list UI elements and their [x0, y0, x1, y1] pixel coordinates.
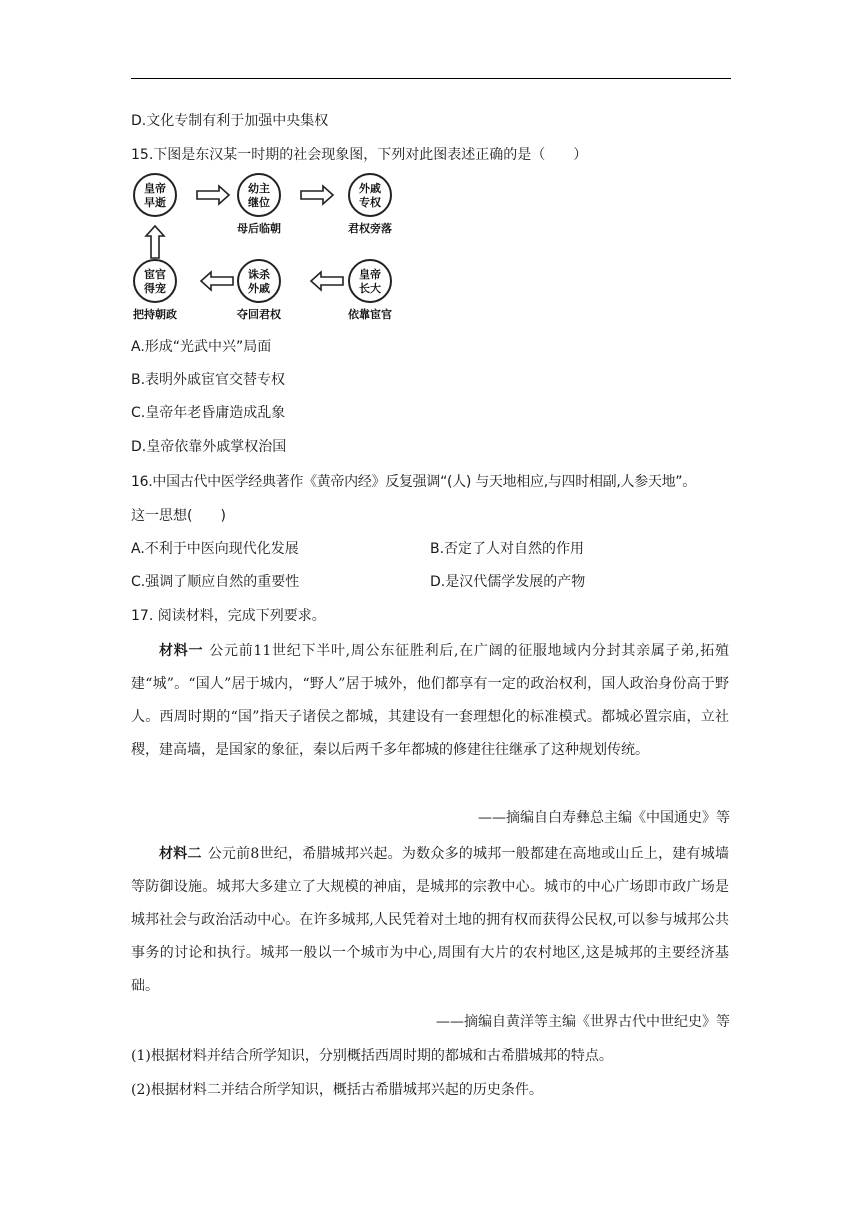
q15-option-a[interactable]: A.形成“光武中兴”局面 [131, 339, 272, 355]
node-caption: 把持朝政 [133, 308, 177, 321]
material-1-label: 材料一 [159, 643, 204, 659]
node-young-ruler [237, 174, 281, 235]
node-caption: 依靠宦官 [348, 308, 392, 321]
arrow-left-icon [201, 272, 233, 290]
q16-option-c[interactable]: C.强调了顺应自然的重要性 [131, 574, 300, 590]
q15-option-c[interactable]: C.皇帝年老昏庸造成乱象 [131, 405, 286, 421]
arrow-up-icon [146, 226, 164, 258]
material-1-text: 公元前11世纪下半叶,周公东征胜利后,在广阔的征服地域内分封其亲属子弟,拓殖建“城”。“国人”居于城内，“野人”居于城外，他们都享有一定的政治权利，国人政治身份高于野人。西周时期的“国”指天子诸侯之都城，其建设有一套理想化的标准模式。都城必置宗庙，立社稷，建高墙，是国家的象征，秦以后两千多年都城的修建往往继承了这种规划传统。 [131, 643, 729, 758]
node-eunuch-favored [133, 260, 177, 321]
arrow-right-icon [197, 186, 229, 204]
q15-stem: 15.下图是东汉某一时期的社会现象图，下列对此图表述正确的是（ ） [131, 147, 588, 163]
q16-stem-line2: 这一思想( ) [131, 508, 226, 524]
material-1-source: ——摘编自白寿彝总主编《中国通史》等 [478, 810, 730, 826]
arrow-right-icon [301, 186, 333, 204]
material-2-label: 材料二 [159, 846, 202, 862]
q15-option-b[interactable]: B.表明外戚宦官交替专权 [131, 372, 286, 388]
q16-option-a[interactable]: A.不利于中医向现代化发展 [131, 541, 299, 557]
material-2-source: ——摘编自黄洋等主编《世界古代中世纪史》等 [436, 1014, 730, 1030]
node-kill-consort-clan [236, 260, 282, 321]
node-caption: 君权旁落 [348, 222, 392, 235]
flow-diagram [131, 172, 411, 327]
q17-requirement-2: (2)根据材料二并结合所学知识，概括古希腊城邦兴起的历史条件。 [131, 1082, 543, 1098]
node-label: 皇帝 [144, 182, 166, 195]
node-label: 得宠 [144, 282, 166, 295]
material-2-text: 公元前8世纪，希腊城邦兴起。为数众多的城邦一般都建在高地或山丘上，建有城墙等防御设施。城邦大多建立了大规模的神庙，是城邦的宗教中心。城市的中心广场即市政广场是城邦社会与政治活动中心。在许多城邦,人民凭着对土地的拥有权而获得公民权,可以参与城邦公共事务的讨论和执行。城邦一般以一个城市为中心,周围有大片的农村地区,这是城邦的主要经济基础。 [131, 846, 730, 994]
node-label: 外戚 [248, 282, 270, 295]
node-caption: 夺回君权 [237, 308, 281, 321]
node-label: 专权 [359, 196, 381, 209]
node-label: 诛杀 [248, 268, 270, 281]
node-emperor-died-early [134, 174, 176, 216]
arrow-left-icon [311, 272, 343, 290]
q17-stem: 17. 阅读材料，完成下列要求。 [131, 608, 326, 624]
node-label: 继位 [248, 196, 270, 209]
q16-option-d[interactable]: D.是汉代儒学发展的产物 [430, 574, 586, 590]
q15-option-d[interactable]: D.皇帝依靠外戚掌权治国 [131, 439, 287, 455]
node-label: 宦官 [144, 268, 166, 281]
node-consort-clan-power [348, 174, 392, 235]
q17-requirement-1: (1)根据材料并结合所学知识，分别概括西周时期的都城和古希腊城邦的特点。 [131, 1048, 613, 1064]
node-label: 长大 [359, 282, 381, 295]
q16-stem-line1: 16.中国古代中医学经典著作《黄帝内经》反复强调“(人) 与天地相应,与四时相副,人参天地”。 [131, 474, 696, 490]
q15-diagram [131, 172, 411, 327]
node-caption: 母后临朝 [237, 222, 281, 235]
header-rule [131, 78, 731, 79]
node-label: 皇帝 [359, 268, 381, 281]
material-2 [131, 838, 729, 1003]
q16-option-b[interactable]: B.否定了人对自然的作用 [430, 541, 585, 557]
node-label: 幼主 [248, 182, 270, 195]
node-label: 早逝 [144, 196, 166, 209]
material-1 [131, 635, 729, 767]
node-label: 外戚 [359, 182, 381, 195]
node-emperor-grown-up [347, 260, 392, 321]
q14-option-d[interactable]: D.文化专制有利于加强中央集权 [131, 113, 329, 129]
